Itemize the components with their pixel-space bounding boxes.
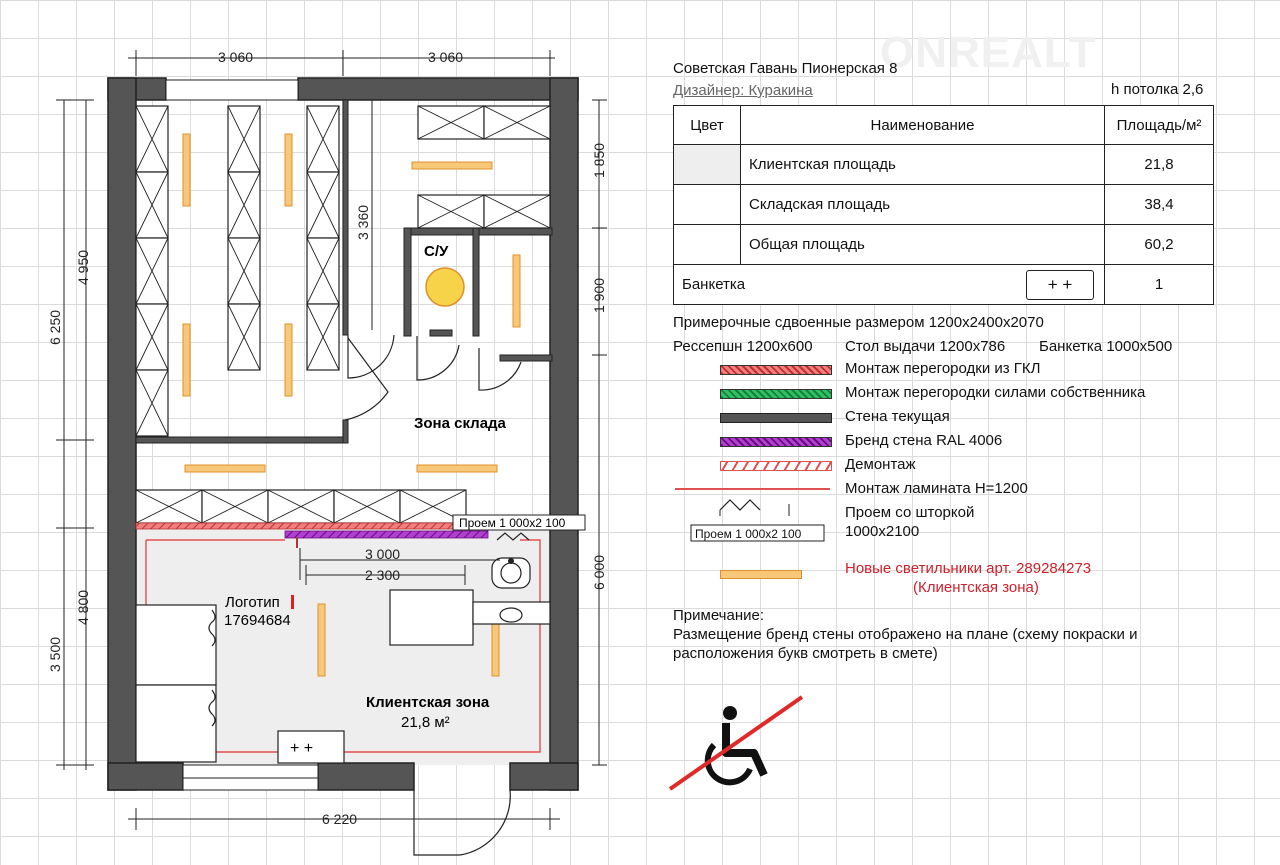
legend-swatch-demolish — [720, 461, 832, 471]
logo-code: 17694684 — [224, 612, 291, 629]
warehouse-label: Зона склада — [414, 415, 506, 432]
dim-left-bottom: 3 500 — [47, 636, 63, 672]
area-table — [673, 105, 1214, 305]
col-name: Наименование — [741, 106, 1105, 145]
logo-marker — [291, 595, 294, 609]
bench-name: Банкетка — [682, 276, 746, 293]
ceiling-height: h потолка 2,6 — [1111, 81, 1204, 98]
remark-line1: Размещение бренд стены отображено на плане (схему покраски и — [673, 626, 1138, 643]
dim-top-left: 3 060 — [218, 49, 254, 65]
legend-swatch-wall — [720, 413, 832, 423]
legend-swatch-owner — [720, 389, 832, 399]
row-area: 21,8 — [1105, 145, 1214, 185]
window-top — [166, 80, 298, 100]
inner-walls — [136, 100, 552, 443]
col-area: Площадь/м² — [1105, 106, 1214, 145]
dim-left-total: 6 250 — [47, 309, 63, 345]
logo-label: Логотип — [225, 594, 280, 611]
wc-fixture — [426, 268, 464, 306]
legend-swatch-laminate — [675, 488, 830, 490]
wheelchair-crossed-icon — [668, 693, 808, 793]
dim-bottom: 6 220 — [322, 811, 358, 827]
legend-lamp-zone: (Клиентская зона) — [913, 579, 1039, 596]
row-name: Клиентская площадь — [741, 145, 1105, 185]
note-desk: Стол выдачи 1200х786 — [845, 338, 1006, 355]
bench-cell — [674, 265, 1105, 305]
legend-wall: Стена текущая — [845, 408, 950, 425]
brand-wall — [285, 531, 488, 538]
legend-opening: Проем со шторкой — [845, 504, 975, 521]
legend-swatch-gkl — [720, 365, 832, 375]
table-header-row — [674, 106, 1214, 145]
bench-symbol: + + — [290, 740, 314, 757]
legend-opening-tag: Проем 1 000х2 100 — [695, 527, 802, 541]
remark-line2: расположения букв смотреть в смете) — [673, 645, 938, 662]
legend-brand: Бренд стена RAL 4006 — [845, 432, 1003, 449]
legend-swatch-brand — [720, 437, 832, 447]
dim-left-upper: 4 950 — [75, 249, 91, 285]
swatch-client — [674, 145, 741, 185]
dim-right-c: 6 000 — [591, 554, 607, 590]
bench-qty: 1 — [1105, 265, 1214, 305]
opening-tag: Проем 1 000х2 100 — [459, 516, 566, 530]
note-fitting: Примерочные сдвоенные размером 1200х2400х2070 — [673, 314, 1044, 331]
designer: Дизайнер: Куракина — [673, 82, 813, 99]
note-reception: Рессепшн 1200х600 — [673, 338, 813, 355]
col-color: Цвет — [674, 106, 741, 145]
dim-inner-b: 2 300 — [365, 567, 401, 583]
legend-opening-size: 1000х2100 — [845, 523, 920, 540]
swatch-empty — [674, 185, 741, 225]
watermark: ONREALT — [880, 28, 1097, 77]
legend-owner: Монтаж перегородки силами собственника — [845, 384, 1146, 401]
table-row — [674, 265, 1214, 305]
note-bench: Банкетка 1000х500 — [1039, 338, 1173, 355]
table-row — [674, 225, 1214, 265]
dim-top-right: 3 060 — [428, 49, 464, 65]
row-area: 60,2 — [1105, 225, 1214, 265]
chair-knob — [508, 558, 514, 564]
dim-inner-a: 3 000 — [365, 546, 401, 562]
legend-gkl: Монтаж перегородки из ГКЛ — [845, 360, 1041, 377]
legend-swatch-lamp — [720, 570, 802, 579]
swatch-empty — [674, 225, 741, 265]
bench-symbol-box: + + — [1026, 270, 1094, 300]
address: Советская Гавань Пионерская 8 — [673, 60, 898, 77]
wc-label: С/У — [424, 243, 449, 260]
dim-inner-v: 3 360 — [355, 204, 371, 240]
legend-laminate: Монтаж ламината Н=1200 — [845, 480, 1028, 497]
legend-demolish: Демонтаж — [845, 456, 916, 473]
dim-left-lower: 4 800 — [75, 589, 91, 625]
dim-right-a: 1 850 — [591, 142, 607, 178]
row-area: 38,4 — [1105, 185, 1214, 225]
legend-lamp: Новые светильники арт. 289284273 — [845, 560, 1092, 577]
remark-title: Примечание: — [673, 607, 764, 624]
row-name: Складская площадь — [741, 185, 1105, 225]
dim-right-b: 1 900 — [591, 277, 607, 313]
gkl-partition — [136, 523, 488, 529]
row-name: Общая площадь — [741, 225, 1105, 265]
table-row — [674, 185, 1214, 225]
client-zone-area: 21,8 м² — [401, 714, 450, 731]
table-row — [674, 145, 1214, 185]
client-zone-label: Клиентская зона — [366, 694, 490, 711]
